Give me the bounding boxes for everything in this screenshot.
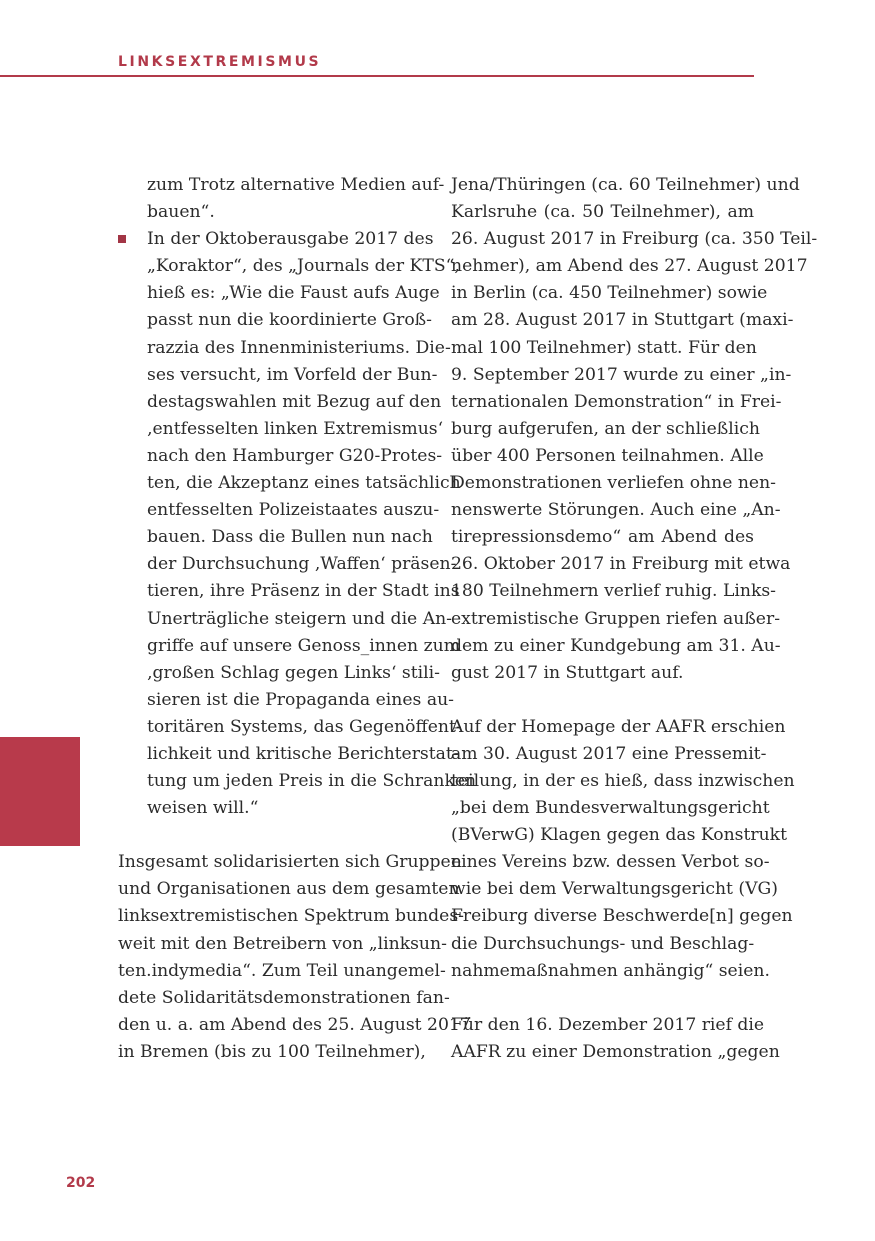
- text-line: tieren, ihre Präsenz in der Stadt ins: [147, 581, 460, 602]
- text-line: ternationalen Demonstration“ in Frei-: [451, 391, 782, 412]
- text-line: dete Solidaritätsdemonstrationen fan-: [118, 987, 450, 1008]
- text-line: Insgesamt solidarisierten sich Gruppen: [118, 852, 462, 873]
- text-line: zum Trotz alternative Medien auf-: [147, 175, 445, 195]
- bullet-square-icon: [118, 235, 126, 243]
- text-line: Unerträgliche steigern und die An-: [147, 608, 452, 629]
- text-line: Demonstrationen verliefen ohne nen-: [451, 473, 776, 494]
- text-line: entfesselten Polizeistaates auszu-: [147, 500, 440, 521]
- text-line: nenswerte Störungen. Auch eine „An-: [451, 500, 781, 521]
- text-line: ‚großen Schlag gegen Links‘ stili-: [147, 662, 440, 683]
- text-line: burg aufgerufen, an der schließlich: [451, 418, 760, 439]
- text-line: bauen. Dass die Bullen nun nach: [147, 527, 433, 548]
- text-line: „bei dem Bundesverwaltungsgericht: [451, 798, 770, 819]
- text-line: gust 2017 in Stuttgart auf.: [451, 662, 684, 683]
- text-line: Freiburg diverse Beschwerde[n] gegen: [451, 906, 793, 927]
- paragraph-aafr-press: [451, 714, 795, 985]
- text-line: und Organisationen aus dem gesamten: [118, 879, 460, 900]
- text-line: nach den Hamburger G20-Protes-: [147, 445, 443, 466]
- text-line: (BVerwG) Klagen gegen das Konstrukt: [451, 825, 788, 846]
- text-line: wie bei dem Verwaltungsgericht (VG): [451, 879, 778, 900]
- bullet-item: [118, 226, 477, 822]
- text-line: ten, die Akzeptanz eines tatsächlich: [147, 473, 461, 494]
- text-line: eines Vereins bzw. dessen Verbot so-: [451, 852, 770, 873]
- text-line: In der Oktoberausgabe 2017 des: [147, 229, 434, 250]
- text-line: den u. a. am Abend des 25. August 2017: [118, 1014, 471, 1035]
- text-line: bauen“.: [147, 202, 215, 223]
- text-line: in Berlin (ca. 450 Teilnehmer) sowie: [451, 283, 768, 304]
- text-line: mal 100 Teilnehmer) statt. Für den: [451, 337, 757, 358]
- text-line: destagswahlen mit Bezug auf den: [147, 391, 442, 412]
- text-line: Auf der Homepage der AAFR erschien: [451, 716, 786, 737]
- text-line: am 28. August 2017 in Stuttgart (maxi-: [451, 310, 794, 331]
- text-line: tung um jeden Preis in die Schranken: [147, 771, 477, 792]
- right-column: [451, 172, 818, 1066]
- text-line: 9. September 2017 wurde zu einer „in-: [451, 364, 792, 385]
- text-line: passt nun die koordinierte Groß-: [147, 310, 432, 331]
- text-line: ses versucht, im Vorfeld der Bun-: [147, 364, 438, 385]
- header-rule: [0, 75, 754, 77]
- text-line: hieß es: „Wie die Faust aufs Auge: [147, 283, 440, 304]
- text-line: ‚entfesselten linken Extremismus‘: [147, 418, 444, 439]
- text-line: extremistische Gruppen riefen außer-: [451, 608, 780, 629]
- text-line: 180 Teilnehmern verlief ruhig. Links-: [451, 581, 776, 602]
- bullet-text: [118, 226, 477, 822]
- text-line: „Koraktor“, des „Journals der KTS“,: [147, 256, 460, 277]
- text-line: weisen will.“: [147, 798, 259, 819]
- paragraph-demonstrations: [451, 172, 818, 687]
- text-line: AAFR zu einer Demonstration „gegen: [451, 1041, 780, 1062]
- text-line: linksextremistischen Spektrum bundes-: [118, 906, 464, 927]
- text-line: dem zu einer Kundgebung am 31. Au-: [451, 635, 781, 656]
- text-line: griffe auf unsere Genoss_innen zum: [147, 635, 461, 656]
- text-line: 26. Oktober 2017 in Freiburg mit etwa: [451, 554, 791, 575]
- left-column: [118, 172, 477, 1066]
- text-line: die Durchsuchungs- und Beschlag-: [451, 933, 755, 954]
- text-line: nehmer), am Abend des 27. August 2017: [451, 256, 808, 277]
- text-line: Jena/Thüringen (ca. 60 Teilnehmer) und: [451, 175, 800, 195]
- chapter-side-tab: [0, 737, 80, 846]
- text-line: Für den 16. Dezember 2017 rief die: [451, 1014, 765, 1035]
- text-line: Karlsruhe (ca. 50 Teilnehmer), am: [451, 202, 754, 223]
- paragraph-december-demo: [451, 1012, 780, 1066]
- text-line: in Bremen (bis zu 100 Teilnehmer),: [118, 1041, 426, 1062]
- text-line: 26. August 2017 in Freiburg (ca. 350 Teil-: [451, 229, 818, 250]
- paragraph-solidarity: [118, 849, 471, 1066]
- text-line: nahmemaßnahmen anhängig“ seien.: [451, 960, 770, 981]
- text-line: der Durchsuchung ‚Waffen‘ präsen-: [147, 554, 457, 575]
- text-line: sieren ist die Propaganda eines au-: [147, 689, 454, 710]
- text-line: weit mit den Betreibern von „linksun-: [118, 933, 447, 954]
- text-line: tirepressionsdemo“ am Abend des: [451, 527, 754, 548]
- text-line: am 30. August 2017 eine Pressemit-: [451, 743, 767, 764]
- text-line: toritären Systems, das Gegenöffent-: [147, 716, 462, 737]
- text-line: teilung, in der es hieß, dass inzwischen: [451, 770, 795, 791]
- running-header: LINKSEXTREMISMUS: [118, 54, 322, 70]
- text-line: razzia des Innenministeriums. Die-: [147, 337, 451, 358]
- text-line: lichkeit und kritische Berichterstat-: [147, 743, 459, 764]
- text-line: über 400 Personen teilnahmen. Alle: [451, 445, 764, 466]
- page-number: 202: [66, 1175, 96, 1191]
- text-line: ten.indymedia“. Zum Teil unangemel-: [118, 960, 446, 981]
- quote-continuation: [118, 172, 445, 226]
